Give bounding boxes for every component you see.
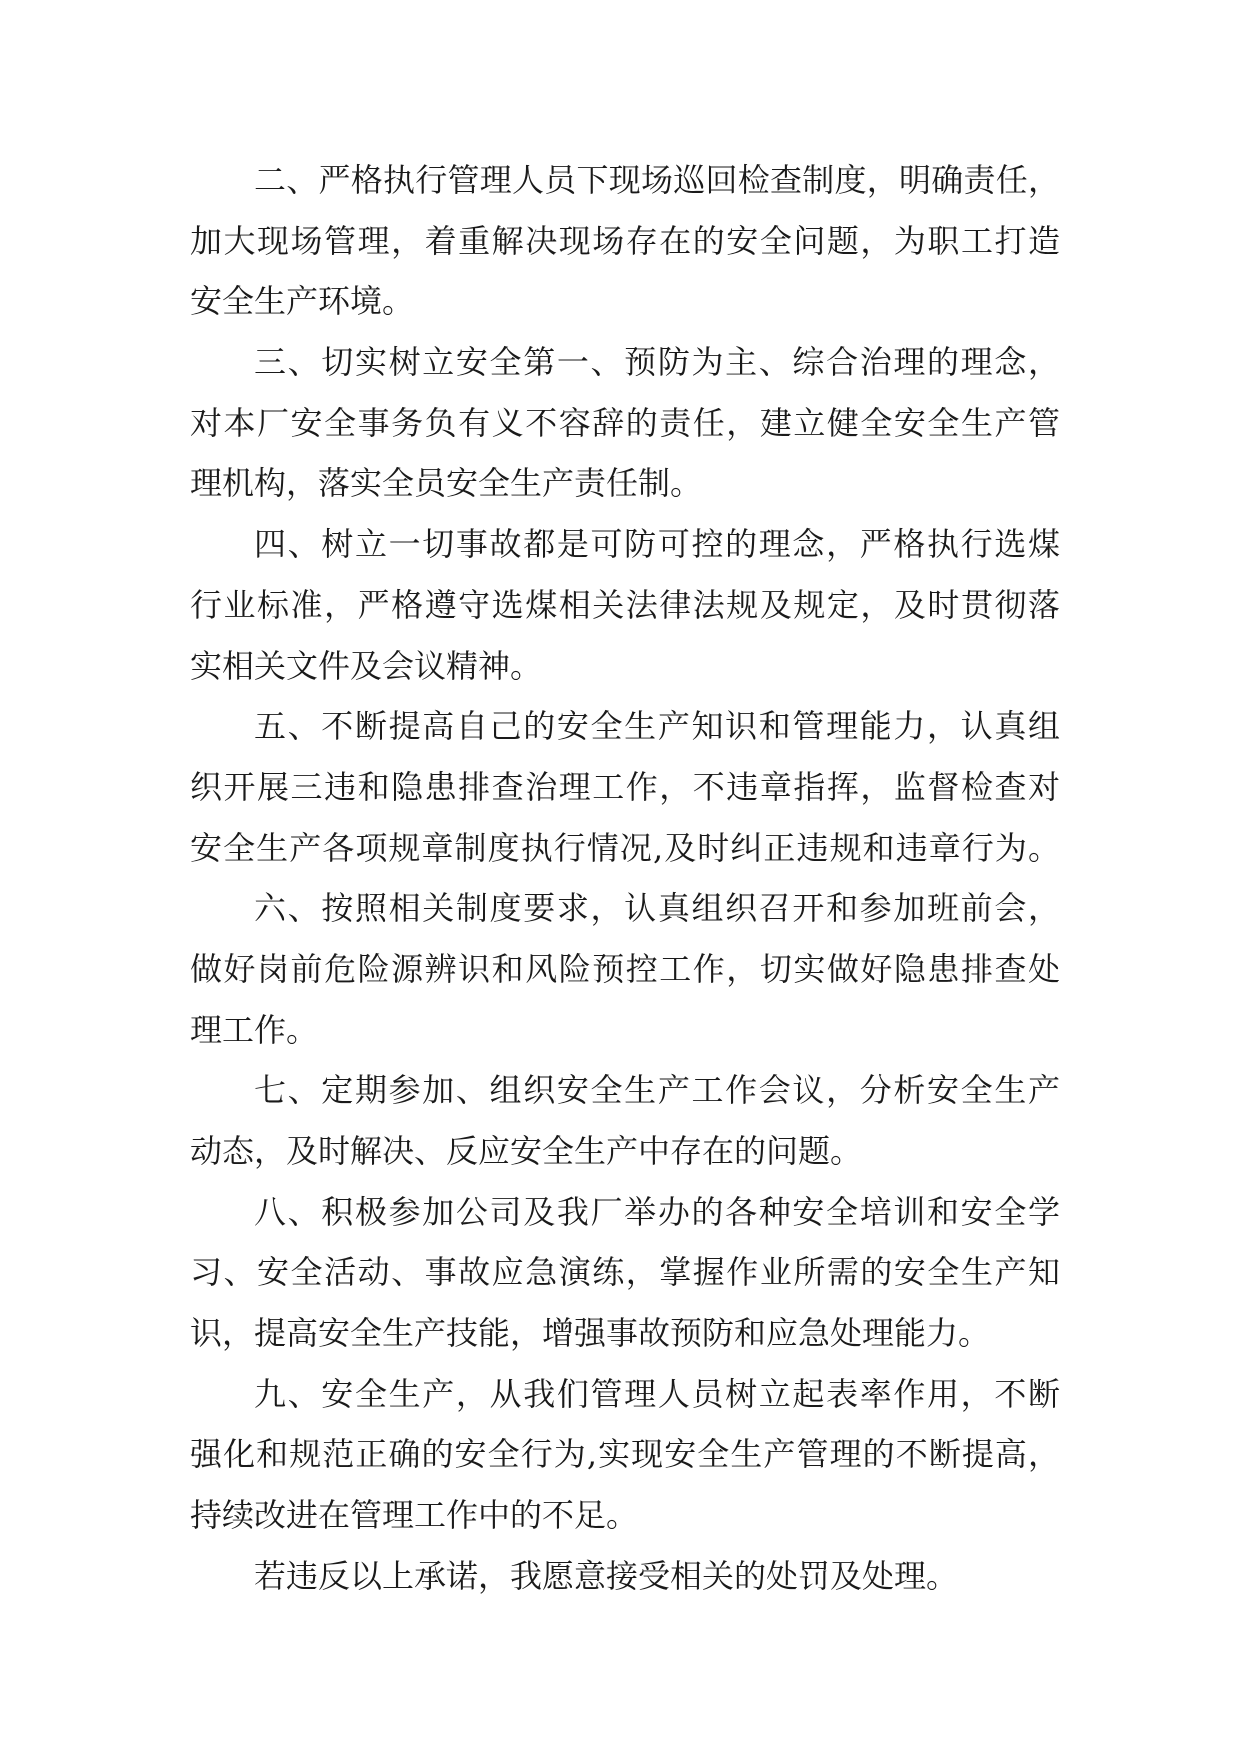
paragraph-6-line-2: 动态，及时解决、反应安全生产中存在的问题。 <box>190 1132 863 1170</box>
paragraph-5-line-1: 六、按照相关制度要求，认真组织召开和参加班前会， <box>254 889 1060 928</box>
paragraph-8-line-1: 九、安全生产，从我们管理人员树立起表率作用，不断 <box>254 1374 1060 1413</box>
paragraph-6-line-1: 七、定期参加、组织安全生产工作会议，分析安全生产 <box>254 1071 1060 1110</box>
paragraph-3-line-2: 行业标准，严格遵守选煤相关法律法规及规定，及时贯彻落 <box>190 585 1060 624</box>
paragraph-2-line-2: 对本厂安全事务负有义不容辞的责任，建立健全安全生产管 <box>190 403 1060 442</box>
paragraph-8-line-2: 强化和规范正确的安全行为,实现安全生产管理的不断提高， <box>190 1435 1060 1474</box>
paragraph-2-line-1: 三、切实树立安全第一、预防为主、综合治理的理念， <box>254 343 1060 382</box>
paragraph-7-line-1: 八、积极参加公司及我厂举办的各种安全培训和安全学 <box>254 1192 1060 1231</box>
paragraph-3-line-1: 四、树立一切事故都是可防可控的理念，严格执行选煤 <box>254 525 1060 564</box>
paragraph-5-line-3: 理工作。 <box>190 1010 319 1049</box>
paragraph-7-line-3: 识，提高安全生产技能，增强事故预防和应急处理能力。 <box>190 1314 991 1353</box>
paragraph-9-line-1: 若违反以上承诺，我愿意接受相关的处罚及处理。 <box>254 1556 959 1595</box>
paragraph-3-line-3: 实相关文件及会议精神。 <box>190 646 543 685</box>
paragraph-7-line-2: 习、安全活动、事故应急演练，掌握作业所需的安全生产知 <box>190 1253 1060 1292</box>
paragraph-1-line-2: 加大现场管理，着重解决现场存在的安全问题，为职工打造 <box>190 221 1060 260</box>
paragraph-8-line-3: 持续改进在管理工作中的不足。 <box>190 1496 639 1535</box>
paragraph-1-line-1: 二、严格执行管理人员下现场巡回检查制度，明确责任， <box>254 161 1060 199</box>
paragraph-5-line-2: 做好岗前危险源辨识和风险预控工作，切实做好隐患排查处 <box>190 949 1060 988</box>
paragraph-4-line-2: 织开展三违和隐患排查治理工作，不违章指挥，监督检查对 <box>190 767 1060 806</box>
paragraph-4-line-3: 安全生产各项规章制度执行情况,及时纠正违规和违章行为。 <box>190 828 1060 867</box>
paragraph-2-line-3: 理机构，落实全员安全生产责任制。 <box>190 464 703 503</box>
document-body <box>190 150 1060 1607</box>
paragraph-1-line-3: 安全生产环境。 <box>190 282 415 321</box>
paragraph-4-line-1: 五、不断提高自己的安全生产知识和管理能力，认真组 <box>254 707 1060 746</box>
